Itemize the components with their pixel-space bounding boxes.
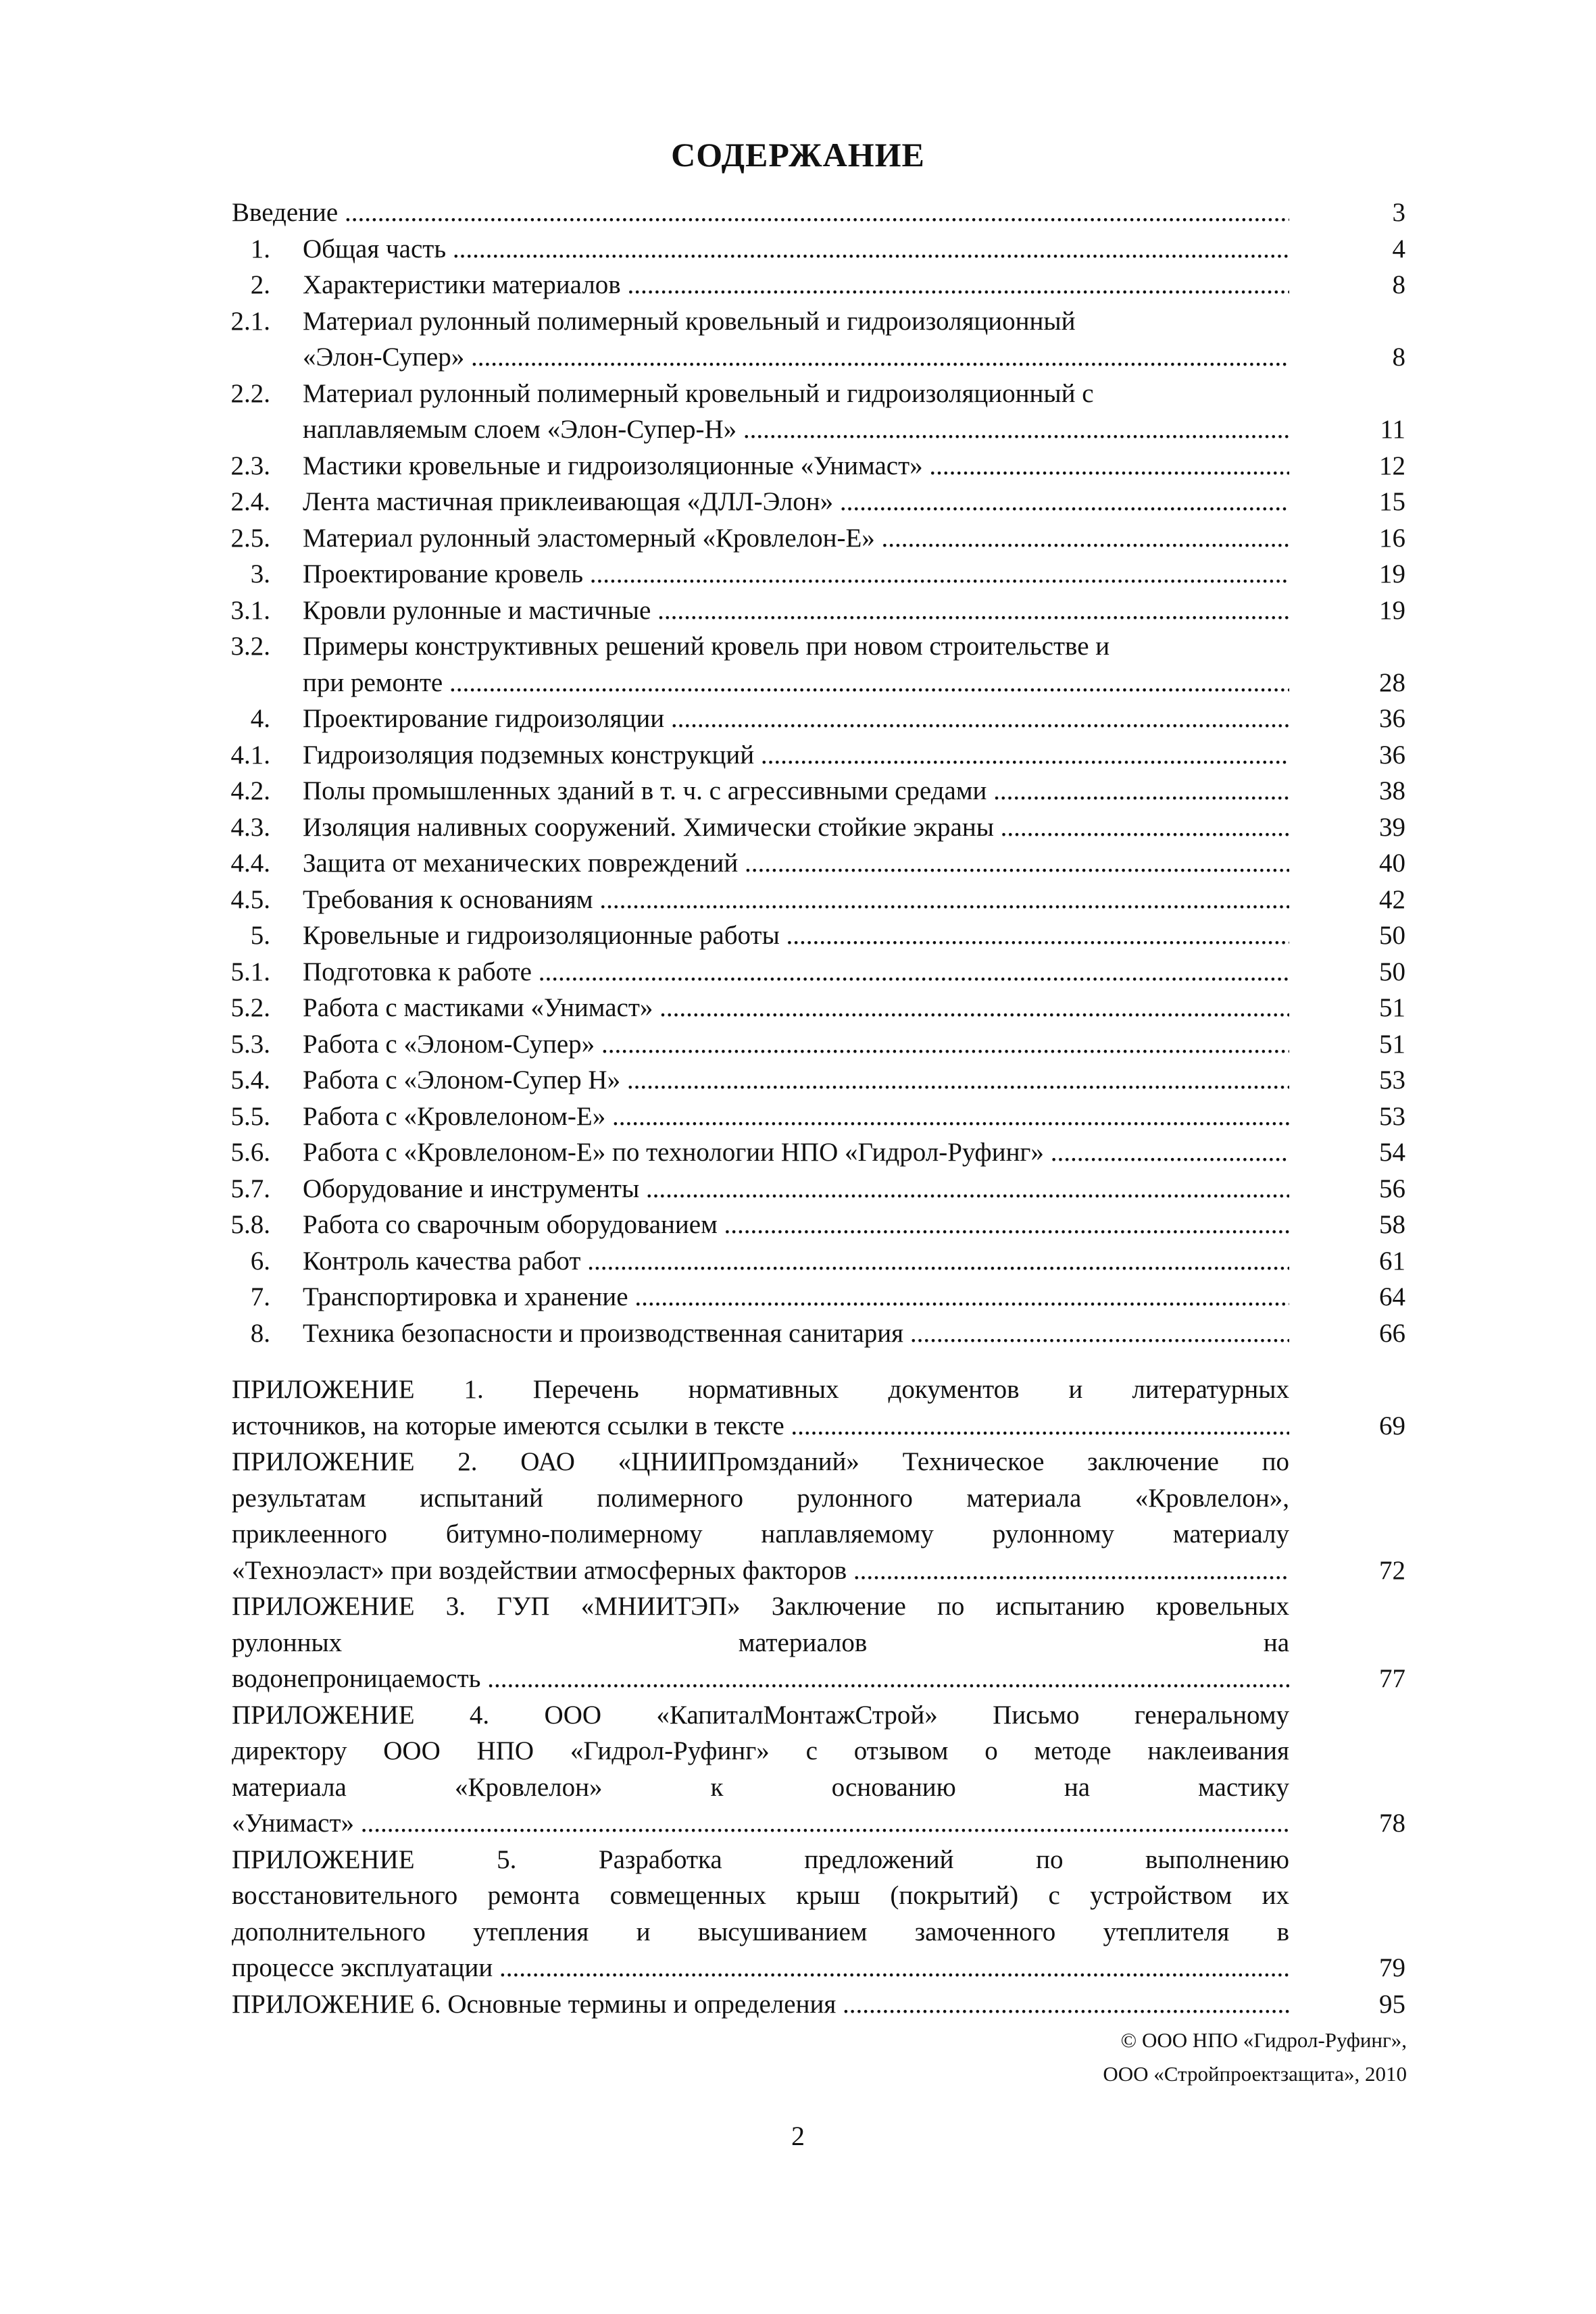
appendix-last-line-text: «Унимаст» [232,1809,355,1838]
toc-entry [0,1243,1596,1280]
toc-entry-number: 2.2. [230,378,270,408]
appendix-line: материала «Кровлелон» к основанию на мастику [232,1772,1289,1802]
toc-entry-number: 2.5. [230,523,270,553]
toc-entry-page: 50 [1379,957,1405,986]
toc-entry-title [303,1026,1289,1063]
toc-entry-title [303,448,1289,484]
appendix-line: восстановительного ремонта совмещенных крыш (покрытий) с устройством их [232,1881,1289,1910]
appendix-entry [232,1588,1289,1697]
toc-entry [0,484,1596,520]
toc-entry-title [303,628,1289,665]
appendix-last-line [232,1661,1289,1697]
toc-entry [0,1279,1596,1315]
toc-entry-title [303,1315,1289,1352]
toc-entry-title [303,737,1289,774]
appendix-line: результатам испытаний полимерного рулонного материала «Кровлелон», [232,1483,1289,1513]
toc-entry-number: 5.4. [230,1065,270,1095]
toc-entry [0,556,1596,593]
toc-entry [0,917,1596,954]
toc-entry-title [303,845,1289,882]
appendix-last-line [232,1805,1289,1842]
appendix-line: ПРИЛОЖЕНИЕ 1. Перечень нормативных документов и литературных [232,1375,1289,1404]
toc-entry-page: 50 [1379,921,1405,950]
toc-entry-number: 5.2. [230,993,270,1022]
copyright [1103,2023,1407,2091]
toc-entry-page: 8 [1392,270,1405,299]
toc-entry-page: 3 [1392,198,1405,227]
toc-entry-title-text: Введение [232,198,339,227]
toc-entry-page: 19 [1379,595,1405,625]
toc-entry-title-text: Работа со сварочным оборудованием [303,1210,718,1239]
toc-entry-title-text: Работа с «Кровлелоном-Е» по технологии НПО «Гидрол-Руфинг» [303,1138,1044,1167]
appendix-page: 78 [1379,1809,1405,1838]
toc-entry-number: 5.1. [230,957,270,986]
toc-entry-title-continuation [303,665,1289,701]
appendix-last-line [232,1408,1289,1444]
toc-entry-title-text: Проектирование гидроизоляции [303,704,665,733]
toc-entry [0,267,1596,303]
toc-entry-number: 2. [250,270,270,299]
appendix-line: ПРИЛОЖЕНИЕ 2. ОАО «ЦНИИПромзданий» Техническое заключение по [232,1447,1289,1476]
toc-entry-page: 36 [1379,740,1405,770]
toc-entry-title [303,267,1289,303]
toc-entry-page: 28 [1379,668,1405,697]
toc-entry-title [303,990,1289,1026]
toc-entry-title [303,303,1289,340]
toc-entry-title [303,376,1289,412]
appendix-line: приклеенного битумно-полимерному наплавляемому рулонному материалу [232,1519,1289,1549]
toc-entry-title [303,809,1289,846]
toc-entry-title-text: Контроль качества работ [303,1246,581,1276]
appendix-line: дополнительного утепления и высушиванием замоченного утеплителя в [232,1917,1289,1946]
toc-entry-page: 56 [1379,1174,1405,1203]
toc-entry-title-text: Защита от механических повреждений [303,849,739,878]
toc-entry-title-text: при ремонте [303,668,443,697]
toc-entry-title-text: Мастики кровельные и гидроизоляционные «Унимаст» [303,451,923,480]
toc-entry-page: 36 [1379,704,1405,733]
toc-entry [0,1026,1596,1063]
toc-entry-title-text: Материал рулонный эластомерный «Кровлелон-Е» [303,523,875,553]
appendix-entry [232,1444,1289,1588]
appendix-line: директору ООО НПО «Гидрол-Руфинг» с отзывом о методе наклеивания [232,1736,1289,1765]
page-number: 2 [791,2121,805,2151]
toc-entry [0,628,1596,665]
toc-entry-title [303,1171,1289,1207]
toc-entry [0,1207,1596,1243]
toc-entry-title [303,1134,1289,1171]
toc-entry-title-continuation [303,411,1289,448]
toc-entry [0,1134,1596,1171]
toc-entry [0,1171,1596,1207]
toc-entry-title-text: Техника безопасности и производственная санитария [303,1318,904,1348]
toc-entry [0,376,1596,412]
toc-entry [0,773,1596,809]
appendix-last-line [232,1950,1289,1986]
toc-entry-number: 6. [250,1246,270,1276]
toc-entry-number: 1. [250,234,270,263]
toc-entry-number: 2.4. [230,487,270,516]
appendix-last-line-text: водонепроницаемость [232,1664,481,1693]
toc-entry-page: 39 [1379,812,1405,842]
appendix-last-line-text: «Техноэласт» при воздействии атмосферных факторов [232,1555,847,1585]
appendix-line: ПРИЛОЖЕНИЕ 5. Разработка предложений по выполнению [232,1844,1289,1874]
appendix-line: ПРИЛОЖЕНИЕ 3. ГУП «МНИИТЭП» Заключение по испытанию кровельных [232,1592,1289,1621]
toc-entry-title [303,1243,1289,1280]
toc-entry [0,737,1596,774]
toc-entry-title-text: Работа с «Кровлелоном-Е» [303,1101,606,1131]
toc-entry-page: 61 [1379,1246,1405,1276]
toc-entry-page: 40 [1379,849,1405,878]
appendix-last-line-text: ПРИЛОЖЕНИЕ 6. Основные термины и определения [232,1989,837,2019]
appendix-entry [232,1697,1289,1842]
toc-entry-page: 38 [1379,776,1405,805]
toc-entry-title-text: «Элон-Супер» [303,343,465,372]
toc-entry-title-text: Оборудование и инструменты [303,1174,640,1203]
toc-entry-number: 5.7. [230,1174,270,1203]
toc-entry-title [303,1207,1289,1243]
toc-entry [0,520,1596,557]
toc-entry-page: 16 [1379,523,1405,553]
toc-entry-title-text: Транспортировка и хранение [303,1282,628,1311]
toc-entry-title-text: Кровельные и гидроизоляционные работы [303,921,780,950]
toc-entry [0,701,1596,737]
appendix-page: 69 [1379,1411,1405,1440]
toc-entry-title-text: Лента мастичная приклеивающая «ДЛЛ-Элон» [303,487,834,516]
toc-entry [0,845,1596,882]
page-title: СОДЕРЖАНИЕ [671,136,925,174]
appendix-page: 72 [1379,1555,1405,1585]
toc-entry [0,593,1596,629]
toc-entry-title-text: Требования к основаниям [303,884,593,914]
toc-entry-title [303,520,1289,557]
toc-entry-title-text: Материал рулонный полимерный кровельный и гидроизоляционный с [303,378,1094,408]
toc-entry [0,990,1596,1026]
toc-entry-title [303,484,1289,520]
toc-entry-page: 53 [1379,1065,1405,1095]
appendix-entry [232,1372,1289,1444]
toc-entry-number: 4.3. [230,812,270,842]
appendix-line: рулонных материалов на [232,1628,1289,1657]
toc-entry-title-text: Подготовка к работе [303,957,532,986]
toc-entry-title [303,701,1289,737]
toc-entry-continuation [0,339,1596,376]
toc-entry [0,231,1596,268]
toc-entry-title-text: Работа с «Элоном-Супер» [303,1029,595,1059]
toc-entry-title-text: Примеры конструктивных решений кровель при новом строительстве и [303,632,1110,661]
toc-entry-page: 11 [1380,415,1405,444]
copyright-line-2: ООО «Стройпроектзащита», 2010 [1103,2062,1407,2086]
toc-entry [0,1315,1596,1352]
toc-entry-number: 4.5. [230,884,270,914]
toc-entry-title-text: Гидроизоляция подземных конструкций [303,740,755,770]
toc-entry-page: 12 [1379,451,1405,480]
toc-entry-title-text: Работа с мастиками «Унимаст» [303,993,653,1022]
toc-entry-page: 15 [1379,487,1405,516]
toc-entry-title-text: Материал рулонный полимерный кровельный и гидроизоляционный [303,306,1076,336]
toc-entry-title-text: Изоляция наливных сооружений. Химически стойкие экраны [303,812,994,842]
toc-entry-number: 5.5. [230,1101,270,1131]
appendix-page: 95 [1379,1989,1405,2019]
toc-entry-number: 3.2. [230,632,270,661]
toc-entry [0,1099,1596,1135]
toc-entry-title-continuation [303,339,1289,376]
appendix-last-line [232,1553,1289,1589]
toc-entry-page: 8 [1392,343,1405,372]
toc-entry-title-text: Работа с «Элоном-Супер Н» [303,1065,621,1095]
toc-entry-number: 5.3. [230,1029,270,1059]
toc-entry [0,882,1596,918]
toc-entry-continuation [0,411,1596,448]
toc-entry-page: 51 [1379,1029,1405,1059]
toc-entry-page: 54 [1379,1138,1405,1167]
toc-entry [0,954,1596,990]
toc-entry-number: 4.4. [230,849,270,878]
appendix-last-line [232,1986,1289,2023]
toc-entry-title [303,556,1289,593]
toc-entry-page: 66 [1379,1318,1405,1348]
toc-entry-number: 5. [250,921,270,950]
appendix-page: 79 [1379,1953,1405,1982]
appendix-line: ПРИЛОЖЕНИЕ 4. ООО «КапиталМонтажСтрой» Письмо генеральному [232,1700,1289,1730]
toc-entry-title [303,231,1289,268]
toc-entry-title [303,1099,1289,1135]
toc-entry-title-text: Полы промышленных зданий в т. ч. с агрессивными средами [303,776,987,805]
appendix-page: 77 [1379,1664,1405,1693]
toc-entry-page: 51 [1379,993,1405,1022]
toc-entry-number: 5.8. [230,1210,270,1239]
toc-entry-number: 8. [250,1318,270,1348]
toc-entry [0,195,1596,231]
toc-entry-continuation [0,665,1596,701]
toc-entry-number: 4.2. [230,776,270,805]
toc-entry-page: 42 [1379,884,1405,914]
toc-entry-number: 3. [250,559,270,588]
toc-entry-title [303,954,1289,990]
appendix-last-line-text: процессе эксплуатации [232,1953,493,1982]
copyright-line-1: © ООО НПО «Гидрол-Руфинг», [1120,2028,1407,2052]
toc-entry [0,809,1596,846]
toc-entry-title [303,773,1289,809]
toc-entry [0,448,1596,484]
toc-entry-title-text: Кровли рулонные и мастичные [303,595,651,625]
toc-entry-page: 53 [1379,1101,1405,1131]
toc-entry-title [303,882,1289,918]
toc-entry-page: 4 [1392,234,1405,263]
toc-entry-title-text: наплавляемым слоем «Элон-Супер-Н» [303,415,737,444]
toc-entry-title-text: Проектирование кровель [303,559,584,588]
appendix-last-line-text: источников, на которые имеются ссылки в тексте [232,1411,784,1440]
appendix-entry [232,1842,1289,1986]
toc-entry-title-text: Характеристики материалов [303,270,621,299]
toc-entry-number: 7. [250,1282,270,1311]
toc-entry-title [303,917,1289,954]
toc-entry-number: 5.6. [230,1138,270,1167]
appendix-entry [232,1986,1289,2023]
toc-entry-number: 2.1. [230,306,270,336]
toc-entry-page: 58 [1379,1210,1405,1239]
toc-entry-title [303,1062,1289,1099]
toc-entry-number: 4. [250,704,270,733]
toc-entry [0,1062,1596,1099]
toc-entry-number: 4.1. [230,740,270,770]
toc-entry-page: 64 [1379,1282,1405,1311]
toc-entry-title-text: Общая часть [303,234,447,263]
toc-entry-number: 3.1. [230,595,270,625]
toc-entry-title [232,195,1289,231]
toc-entry-title [303,1279,1289,1315]
toc-entry-number: 2.3. [230,451,270,480]
toc-entry-page: 19 [1379,559,1405,588]
toc-entry-title [303,593,1289,629]
table-of-contents [0,195,1596,1351]
toc-entry [0,303,1596,340]
